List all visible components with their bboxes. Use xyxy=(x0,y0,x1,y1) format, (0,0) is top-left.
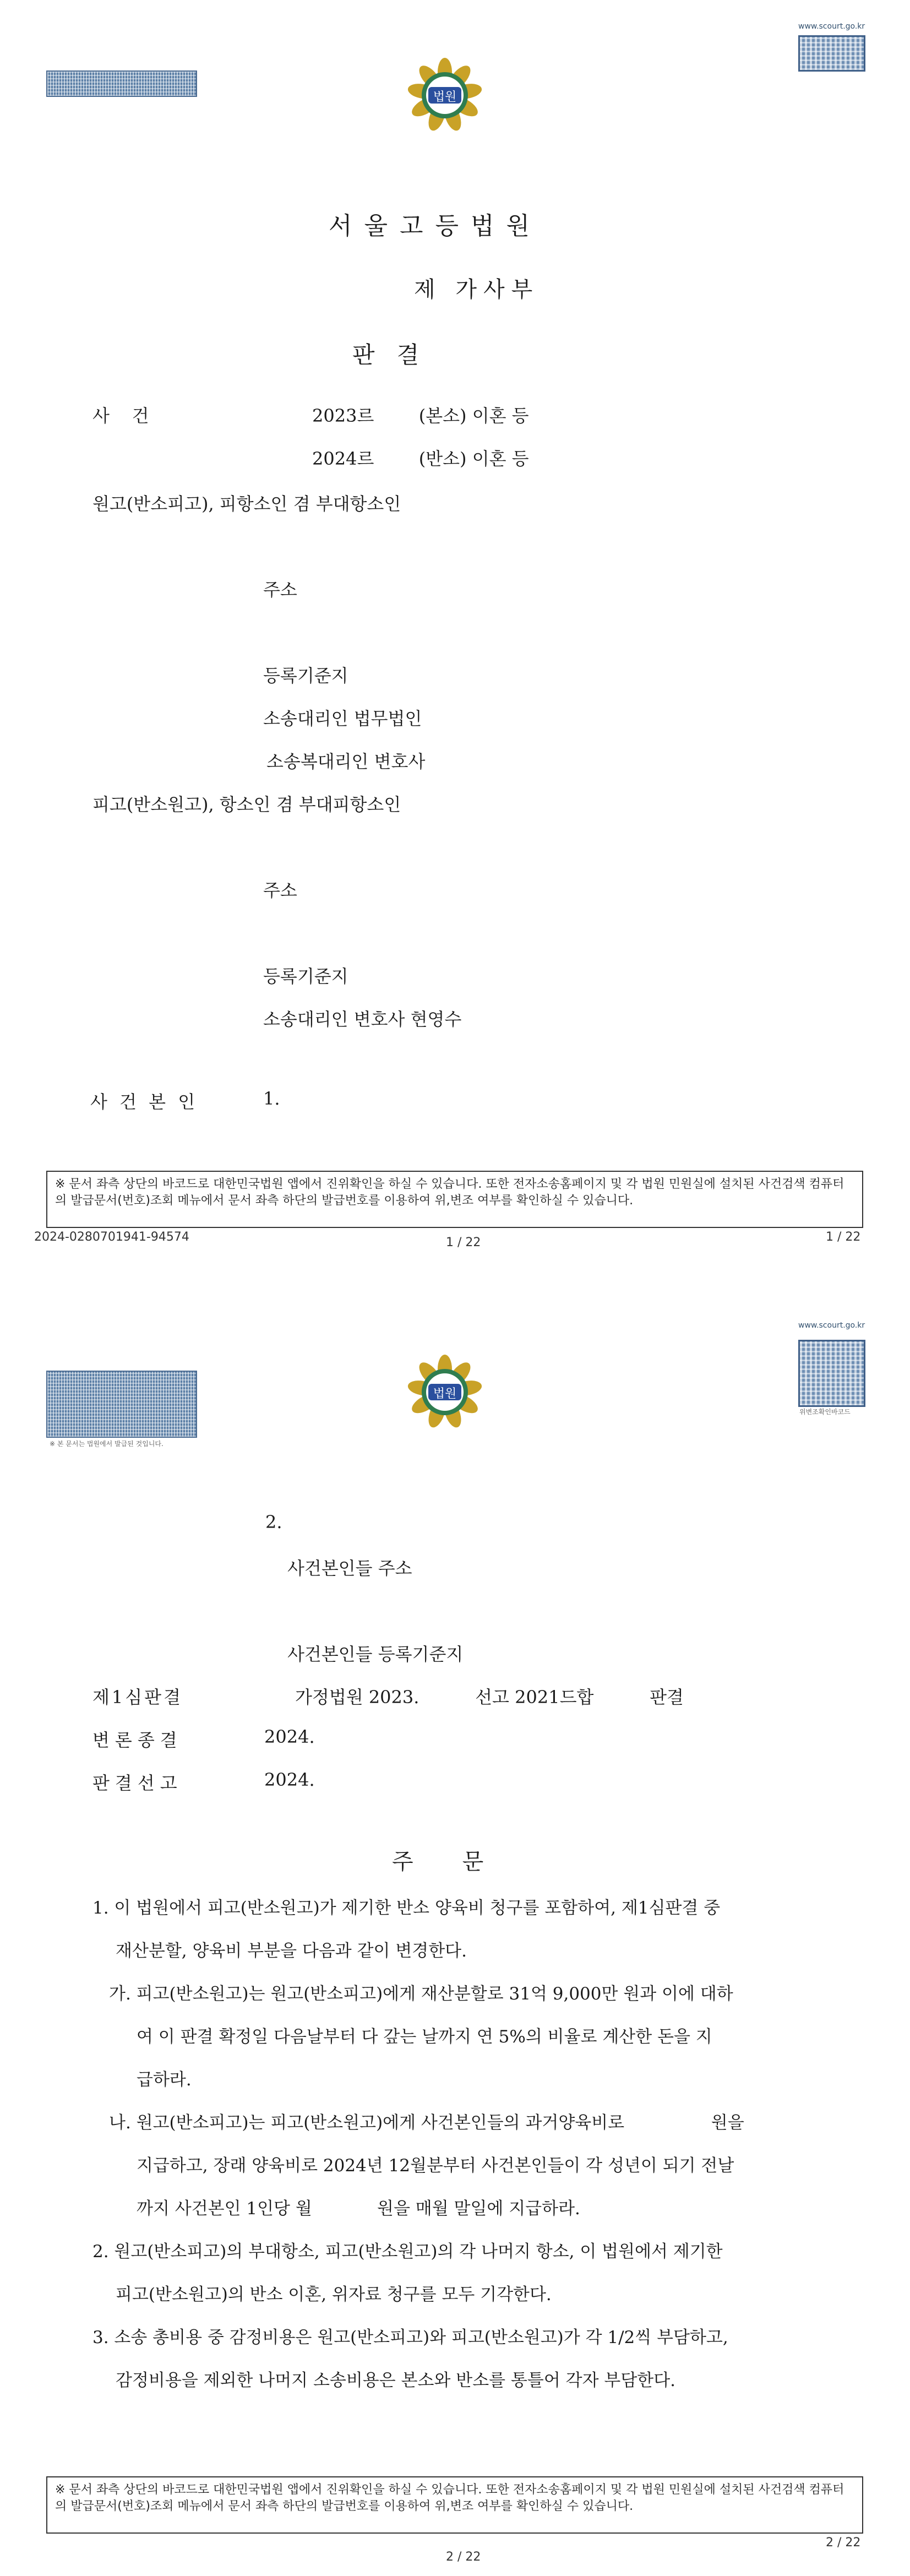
order-1b-line-1: 나. 원고(반소피고)는 피고(반소원고)에게 사건본인들의 과거양육비로 원을 xyxy=(109,2113,744,2133)
authenticity-notice: ※ 문서 좌측 상단의 바코드로 대한민국법원 앱에서 진위확인을 하실 수 있습니다. 또한 전자소송홈페이지 및 각 법원 민원실에 설치된 사건검색 컴퓨터의 발급문서(번호)조회 메뉴에서 문서 좌측 하단의 발급번호를 이용하여 위,변조 여부를 확인하실 수 있습니다. xyxy=(46,2476,863,2534)
order-2-line-1: 2. 원고(반소피고)의 부대항소, 피고(반소원고)의 각 나머지 항소, 이 법원에서 제기한 xyxy=(92,2242,723,2262)
closing-label: 변론종결 xyxy=(92,1730,183,1751)
barcode-icon xyxy=(46,70,197,97)
order-3-line-1: 3. 소송 총비용 중 감정비용은 원고(반소피고)와 피고(반소원고)가 각 1/2씩 부담하고, xyxy=(92,2328,728,2347)
page-number-center: 1 / 22 xyxy=(446,1236,481,1249)
qr-code-icon xyxy=(798,1340,865,1407)
defendant-registry: 등록기준지 xyxy=(263,966,348,987)
court-name: 서울고등법원 xyxy=(329,212,542,240)
department: 제 가사부 xyxy=(414,277,540,302)
first-instance-label: 제1심판결 xyxy=(92,1687,183,1708)
judgment-label: 판결선고 xyxy=(92,1773,183,1794)
site-url: www.scourt.go.kr xyxy=(798,1321,865,1330)
page-number-right: 2 / 22 xyxy=(826,2536,861,2550)
document-page-2 xyxy=(0,1288,910,2576)
defendant-label: 피고(반소원고), 항소인 겸 부대피항소인 xyxy=(92,794,401,815)
barcode-caption: ※ 본 문서는 법원에서 발급된 것입니다. xyxy=(50,1440,164,1448)
court-emblem-icon xyxy=(404,1351,486,1433)
page-number-right: 1 / 22 xyxy=(826,1230,861,1244)
page-number-center: 2 / 22 xyxy=(446,2550,481,2564)
site-url: www.scourt.go.kr xyxy=(798,22,865,31)
issue-number: 2024-0280701941-94574 xyxy=(34,1230,189,1244)
plaintiff-address: 주소 xyxy=(263,579,297,600)
plaintiff-registry: 등록기준지 xyxy=(263,665,348,686)
case-line-2: 2024르 (반소) 이혼 등 xyxy=(312,448,529,469)
plaintiff-label: 원고(반소피고), 피항소인 겸 부대항소인 xyxy=(92,493,401,514)
order-1a-line-2: 여 이 판결 확정일 다음날부터 다 갚는 날까지 연 5%의 비율로 계산한 돈을 지 xyxy=(137,2027,712,2047)
order-1a-line-3: 급하라. xyxy=(137,2070,192,2090)
order-1-line-2: 재산분할, 양육비 부분을 다음과 같이 변경한다. xyxy=(116,1941,467,1961)
case-line-1: 2023르 (본소) 이혼 등 xyxy=(312,405,529,426)
court-emblem-icon xyxy=(404,54,486,137)
order-1b-line-2: 지급하고, 장래 양육비로 2024년 12월분부터 사건본인들이 각 성년이 되기 전날 xyxy=(137,2156,734,2176)
judgment-date: 2024. xyxy=(264,1769,315,1790)
emblem-label: 법원 xyxy=(433,90,457,104)
defendant-representative: 소송대리인 변호사 현영수 xyxy=(263,1009,462,1030)
order-1b-line-3: 까지 사건본인 1인당 월 원을 매월 말일에 지급하라. xyxy=(137,2199,580,2219)
case-label: 사 건 xyxy=(92,405,149,426)
closing-date: 2024. xyxy=(264,1726,315,1747)
emblem-label: 법원 xyxy=(433,1387,457,1401)
authenticity-notice: ※ 문서 좌측 상단의 바코드로 대한민국법원 앱에서 진위확인을 하실 수 있습니다. 또한 전자소송홈페이지 및 각 법원 민원실에 설치된 사건검색 컴퓨터의 발급문서(번호)조회 메뉴에서 문서 좌측 하단의 발급번호를 이용하여 위,변조 여부를 확인하실 수 있습니다. xyxy=(46,1171,863,1228)
principal-item-2: 2. xyxy=(265,1512,282,1532)
order-heading: 주 문 xyxy=(392,1849,484,1874)
barcode-icon xyxy=(46,1371,197,1438)
principals-address: 사건본인들 주소 xyxy=(287,1558,412,1579)
order-1a-line-1: 가. 피고(반소원고)는 원고(반소피고)에게 재산분할로 31억 9,000만 원과 이에 대하 xyxy=(109,1984,733,2004)
qr-caption: 위변조확인바코드 xyxy=(799,1408,851,1416)
principals-registry: 사건본인들 등록기준지 xyxy=(287,1644,464,1665)
order-3-line-2: 감정비용을 제외한 나머지 소송비용은 본소와 반소를 통틀어 각자 부담한다. xyxy=(116,2371,676,2390)
order-2-line-2: 피고(반소원고)의 반소 이혼, 위자료 청구를 모두 기각한다. xyxy=(116,2285,552,2305)
plaintiff-sub-representative: 소송복대리인 변호사 xyxy=(266,751,426,772)
plaintiff-representative: 소송대리인 법무법인 xyxy=(263,708,422,729)
defendant-address: 주소 xyxy=(263,880,297,901)
qr-code-icon xyxy=(798,35,865,72)
principal-item-1: 1. xyxy=(263,1088,280,1109)
order-1-line-1: 1. 이 법원에서 피고(반소원고)가 제기한 반소 양육비 청구를 포함하여, 제1심판결 중 xyxy=(92,1898,721,1918)
principal-label: 사 건 본 인 xyxy=(90,1091,199,1112)
first-instance-value: 가정법원 2023. 선고 2021드합 판결 xyxy=(295,1687,684,1708)
document-type: 판 결 xyxy=(352,341,419,368)
